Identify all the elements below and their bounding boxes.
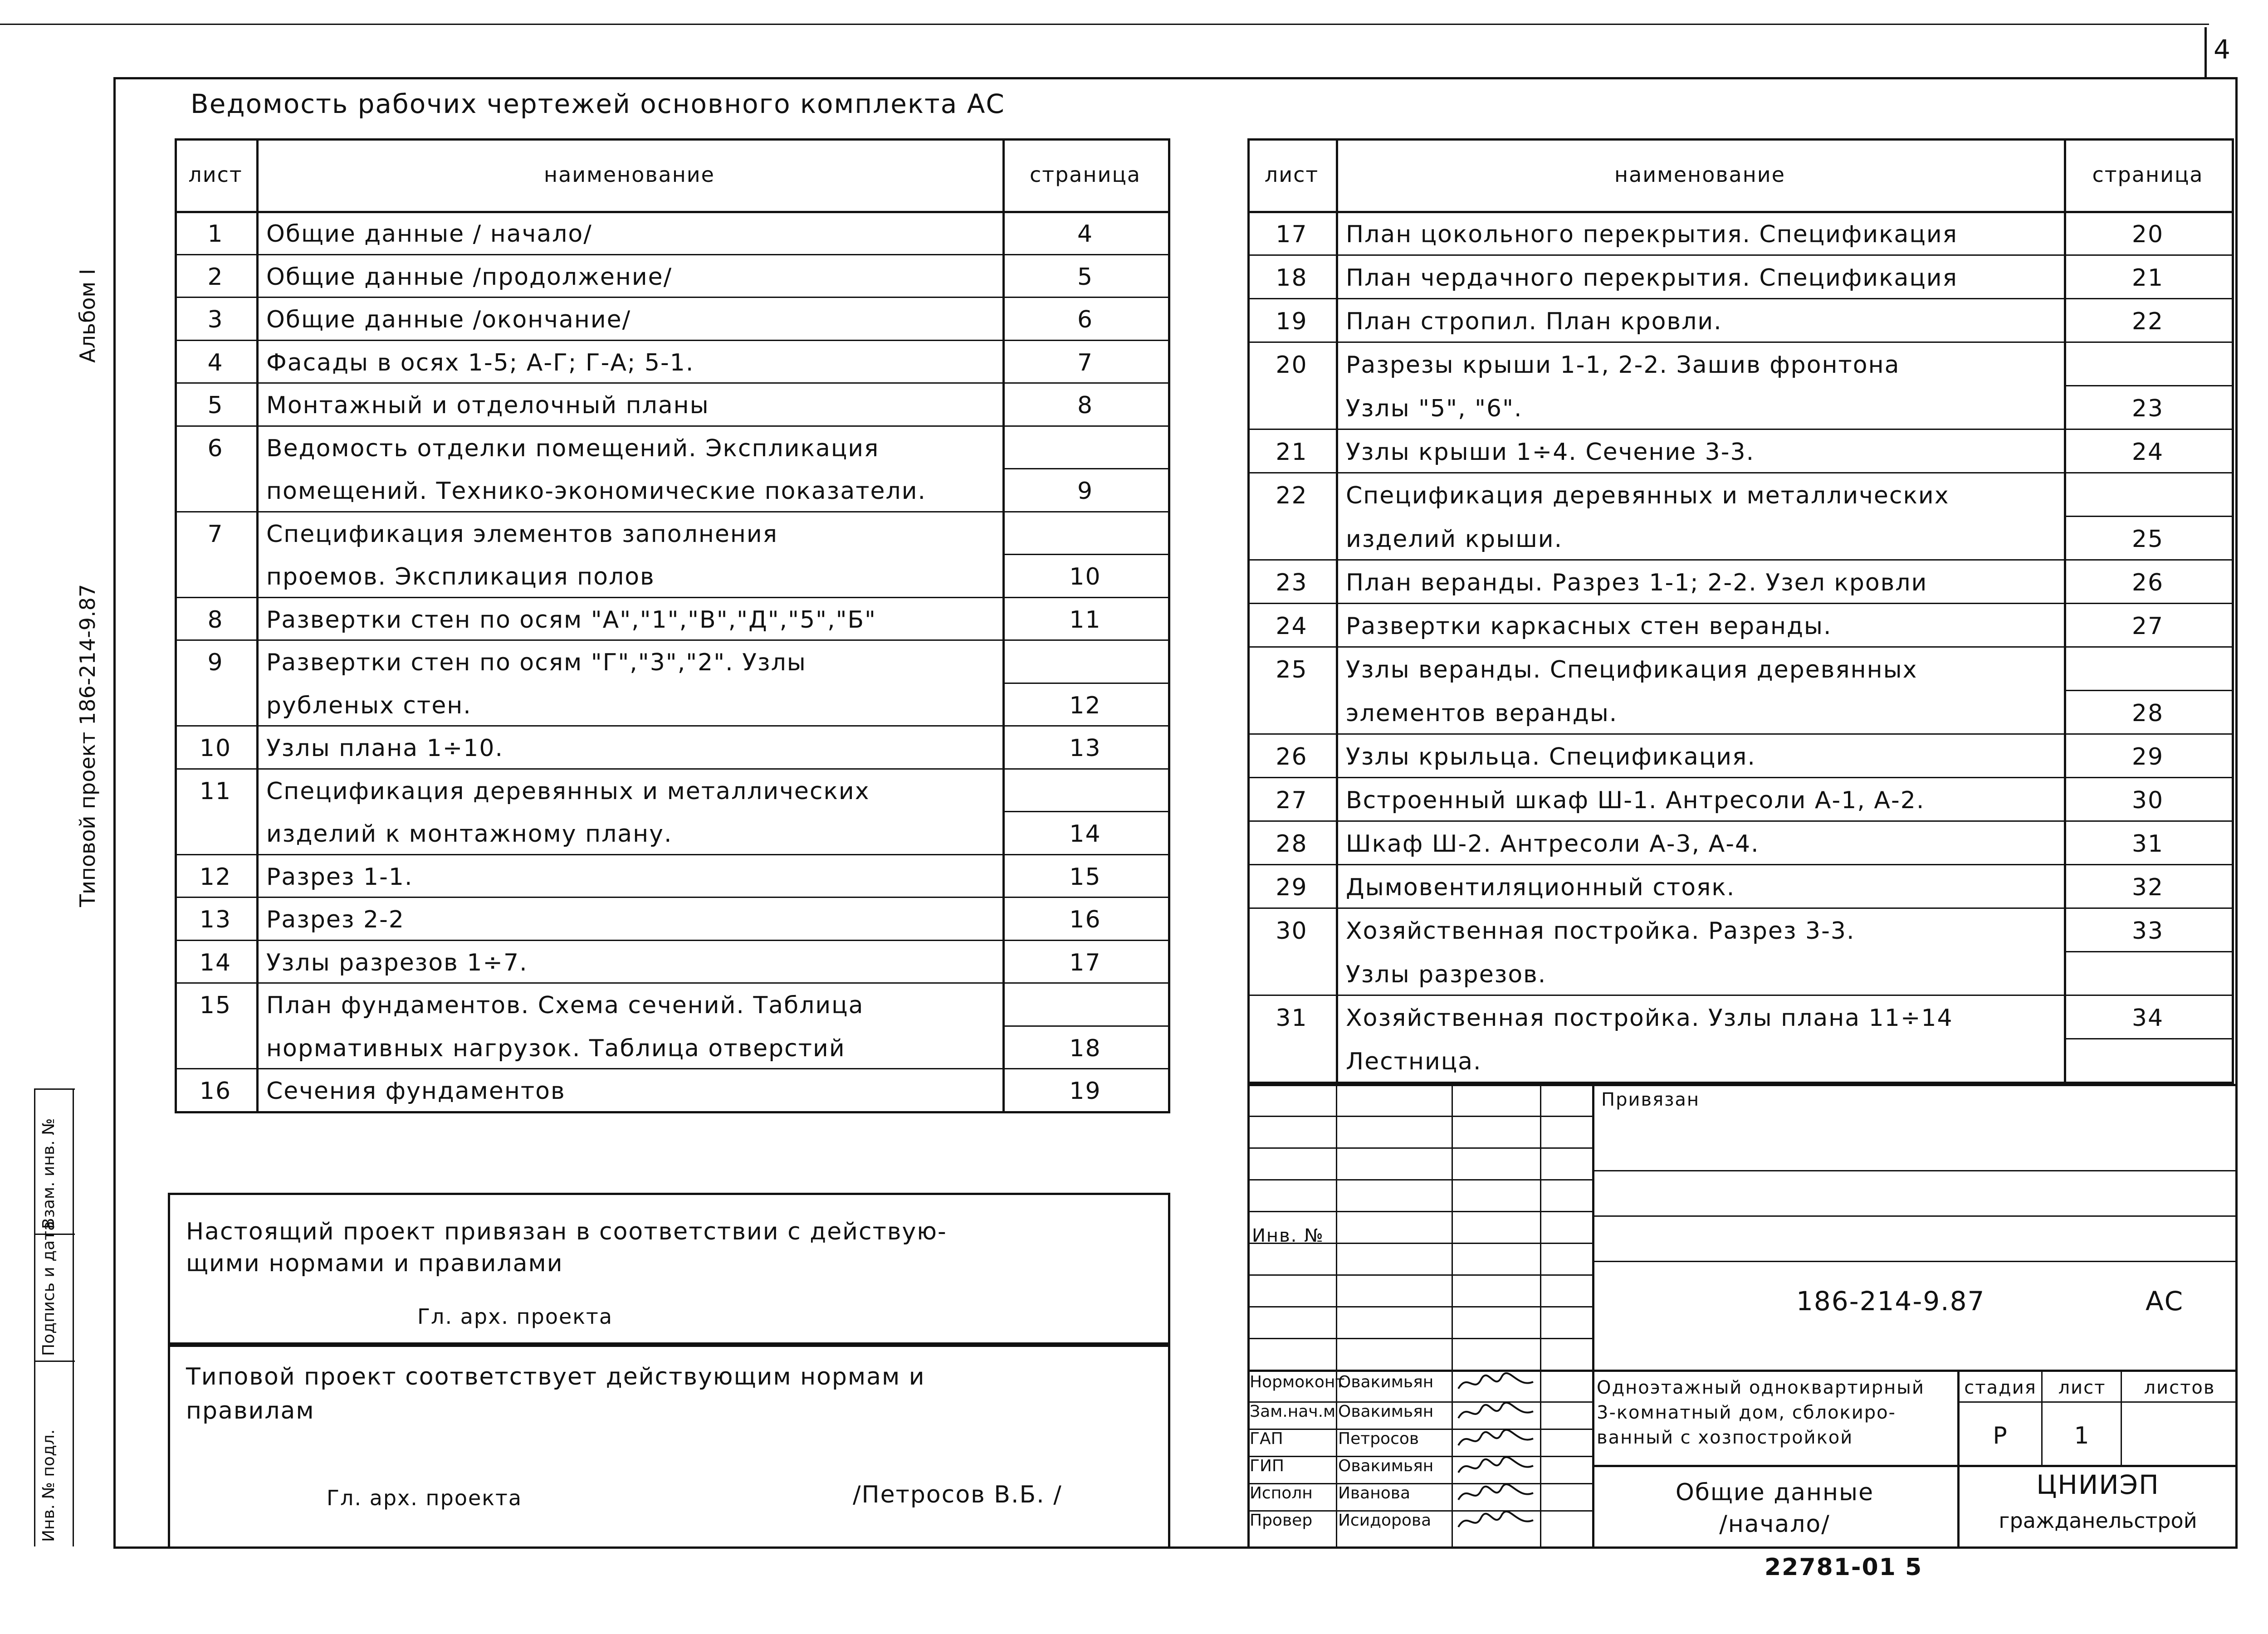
row-page: 25: [2131, 526, 2164, 553]
tb-line: [1247, 1084, 2236, 1086]
row-line: [2064, 385, 2232, 386]
row-name: проемов. Экспликация полов: [266, 563, 655, 591]
page-number: 4: [2214, 34, 2231, 65]
tb-line: [1592, 1084, 1594, 1549]
tb-line: [1247, 1370, 2236, 1372]
compliance-signature-name: /Петросов В.Б. /: [853, 1481, 1062, 1508]
row-line: [1002, 683, 1168, 684]
tb-staff-role: ГИП: [1250, 1457, 1284, 1475]
row-line: [1002, 554, 1168, 555]
tb-bound-label: Привязан: [1601, 1089, 1700, 1110]
row-line: [175, 1068, 1168, 1069]
row-sheet: 10: [199, 735, 232, 762]
row-name: Сечения фундаментов: [266, 1078, 566, 1105]
signature-icon: [1454, 1482, 1540, 1507]
tb-staff-name: Овакимьян: [1338, 1457, 1434, 1475]
tb-sheets-label: листов: [2144, 1377, 2215, 1398]
row-line: [1247, 907, 2232, 909]
row-sheet: 16: [199, 1078, 232, 1105]
row-page: 8: [1077, 392, 1094, 419]
row-sheet: 31: [1276, 1005, 1308, 1032]
row-name: План стропил. План кровли.: [1346, 308, 1722, 335]
row-page: 31: [2131, 830, 2164, 858]
row-sheet: 30: [1276, 917, 1308, 945]
tb-staff-role: ГАП: [1250, 1429, 1283, 1448]
row-sheet: 18: [1276, 264, 1308, 292]
row-page: 30: [2131, 787, 2164, 814]
row-name: План веранды. Разрез 1-1; 2-2. Узел кровли: [1346, 569, 1928, 596]
row-sheet: 29: [1276, 874, 1308, 901]
row-sheet: 15: [199, 992, 232, 1019]
tb-staff-role: Зам.нач.м: [1250, 1402, 1336, 1421]
row-line: [1247, 995, 2232, 996]
tb-line: [1592, 1170, 2236, 1171]
table-column-line: [1336, 138, 1338, 1082]
row-line: [1247, 646, 2232, 648]
tb-code-suffix: АС: [2146, 1286, 2184, 1317]
table-column-line: [256, 138, 259, 1111]
row-sheet: 20: [1276, 351, 1308, 379]
row-page: 13: [1069, 735, 1101, 762]
tb-line: [1247, 1211, 1592, 1212]
tb-org-line2: гражданельстрой: [1999, 1508, 2197, 1533]
row-line: [1002, 811, 1168, 812]
signature-icon: [1454, 1509, 1540, 1534]
row-name: изделий крыши.: [1346, 526, 1563, 553]
header-sheet: лист: [1264, 162, 1319, 187]
row-line: [175, 425, 1168, 427]
tb-line: [1247, 1179, 1592, 1180]
side-stamp-border: [34, 1088, 35, 1546]
row-line: [1247, 559, 2232, 561]
row-page: 27: [2131, 613, 2164, 640]
row-page: 5: [1077, 263, 1094, 291]
row-line: [1247, 429, 2232, 430]
tb-line: [1336, 1084, 1337, 1549]
tb-sheet-value: 1: [2074, 1422, 2090, 1449]
tb-line: [1592, 1215, 2236, 1217]
tb-staff-name: Иванова: [1338, 1484, 1411, 1502]
row-sheet: 8: [207, 606, 224, 634]
tb-inv-label: Инв. №: [1252, 1225, 1324, 1246]
row-page: 14: [1069, 820, 1101, 848]
row-page: 18: [1069, 1034, 1101, 1062]
row-page: 4: [1077, 220, 1094, 248]
row-name: Узлы разрезов.: [1346, 961, 1547, 988]
table-column-line: [1168, 138, 1170, 1111]
frame-right: [2235, 77, 2238, 1549]
tb-line: [1247, 1274, 1592, 1276]
tb-staff-name: Овакимьян: [1338, 1402, 1434, 1421]
row-name: изделий к монтажному плану.: [266, 820, 673, 848]
tb-line: [1247, 1116, 1592, 1117]
project-label: Типовой проект 186-214-9.87: [75, 584, 100, 907]
table-border: [175, 1111, 1170, 1113]
row-page: 34: [2131, 1005, 2164, 1032]
row-page: 10: [1069, 563, 1101, 591]
compliance-note-line1: Типовой проект соответствует действующим нормам и: [186, 1363, 925, 1390]
row-sheet: 25: [1276, 656, 1308, 683]
row-line: [175, 725, 1168, 727]
row-name: Хозяйственная постройка. Разрез 3-3.: [1346, 917, 1855, 945]
tb-line: [1247, 1429, 1592, 1430]
row-page: 16: [1069, 906, 1101, 934]
binding-note-line2: щими нормами и правилами: [186, 1250, 563, 1277]
tb-line: [1592, 1261, 2236, 1262]
row-line: [1247, 341, 2232, 343]
row-name: Разрезы крыши 1-1, 2-2. Зашив фронтона: [1346, 351, 1900, 379]
row-name: Спецификация элементов заполнения: [266, 520, 778, 548]
frame-top: [113, 77, 2236, 79]
frame-left: [113, 77, 116, 1549]
row-name: План чердачного перекрытия. Спецификация: [1346, 264, 1958, 292]
table-column-line: [2232, 138, 2234, 1082]
row-name: Общие данные /окончание/: [266, 306, 631, 334]
row-sheet: 28: [1276, 830, 1308, 858]
table-border: [175, 211, 1170, 213]
tb-line: [1247, 1084, 1250, 1549]
row-sheet: 3: [207, 306, 224, 334]
footer-code: 22781-01: [1765, 1554, 1897, 1581]
row-name: Общие данные /продолжение/: [266, 263, 673, 291]
row-name: Развертки стен по осям "А","1","В","Д","5","Б": [266, 606, 877, 634]
row-line: [1002, 468, 1168, 469]
side-stamp-inv: Инв. № подл.: [39, 1429, 58, 1542]
row-page: 24: [2131, 439, 2164, 466]
row-line: [175, 768, 1168, 770]
row-name: Узлы крыши 1÷4. Сечение 3-3.: [1346, 439, 1755, 466]
row-page: 12: [1069, 692, 1101, 719]
header-name: наименование: [1614, 162, 1785, 187]
row-line: [1247, 820, 2232, 822]
row-name: Шкаф Ш-2. Антресоли А-3, А-4.: [1346, 830, 1760, 858]
row-line: [175, 511, 1168, 512]
row-name: элементов веранды.: [1346, 700, 1618, 727]
row-page: 22: [2131, 308, 2164, 335]
side-stamp-signature: Подпись и дата: [39, 1220, 58, 1356]
row-name: План фундаментов. Схема сечений. Таблица: [266, 992, 864, 1019]
tb-line: [1452, 1084, 1453, 1549]
tb-line: [1247, 1147, 1592, 1149]
row-name: рубленых стен.: [266, 692, 472, 719]
row-page: 32: [2131, 874, 2164, 901]
row-line: [175, 982, 1168, 984]
row-line: [175, 382, 1168, 384]
row-sheet: 1: [207, 220, 224, 248]
tb-doc-title-line1: Общие данные: [1675, 1479, 1874, 1506]
row-name: Узлы разрезов 1÷7.: [266, 949, 528, 976]
row-name: Развертки каркасных стен веранды.: [1346, 613, 1832, 640]
row-line: [175, 854, 1168, 855]
row-line: [1247, 733, 2232, 735]
row-name: Разрез 2-2: [266, 906, 405, 934]
row-line: [2064, 1038, 2232, 1039]
row-sheet: 2: [207, 263, 224, 291]
row-name: Ведомость отделки помещений. Экспликация: [266, 434, 880, 462]
row-sheet: 23: [1276, 569, 1308, 596]
row-page: 23: [2131, 395, 2164, 422]
row-sheet: 4: [207, 349, 224, 376]
row-line: [175, 897, 1168, 898]
tb-line: [1247, 1338, 1592, 1339]
table-border: [1247, 211, 2234, 213]
row-page: 17: [1069, 949, 1101, 976]
tb-staff-role: Провер: [1250, 1511, 1313, 1530]
compliance-note-line2: правилам: [186, 1397, 315, 1424]
tb-description-line2: 3-комнатный дом, сблокиро-: [1597, 1402, 1896, 1423]
tb-line: [1540, 1084, 1541, 1549]
tb-line: [1247, 1306, 1592, 1307]
row-line: [2064, 516, 2232, 517]
tb-line: [2041, 1370, 2043, 1465]
row-sheet: 6: [207, 434, 224, 462]
row-sheet: 17: [1276, 221, 1308, 248]
row-page: 9: [1077, 478, 1094, 505]
album-label: Альбом I: [75, 268, 100, 363]
row-name: Разрез 1-1.: [266, 863, 413, 891]
row-name: Дымовентиляционный стояк.: [1346, 874, 1735, 901]
row-name: Монтажный и отделочный планы: [266, 392, 709, 419]
row-page: 26: [2131, 569, 2164, 596]
tb-staff-role: Исполн: [1250, 1484, 1313, 1502]
row-sheet: 19: [1276, 308, 1308, 335]
page-title: Ведомость рабочих чертежей основного комплекта АС: [191, 88, 1005, 119]
row-line: [175, 639, 1168, 641]
tb-org-line1: ЦНИИЭП: [2036, 1469, 2160, 1500]
side-stamp-line: [34, 1088, 75, 1090]
row-name: Узлы плана 1÷10.: [266, 735, 504, 762]
row-line: [1247, 864, 2232, 865]
row-sheet: 26: [1276, 743, 1308, 771]
row-page: 11: [1069, 606, 1101, 634]
tb-sheet-label: лист: [2058, 1377, 2106, 1398]
row-sheet: 22: [1276, 482, 1308, 509]
row-name: Общие данные / начало/: [266, 220, 592, 248]
row-line: [1247, 472, 2232, 473]
tb-line: [1592, 1465, 2236, 1467]
row-line: [2064, 690, 2232, 691]
row-sheet: 24: [1276, 613, 1308, 640]
row-line: [1002, 1025, 1168, 1027]
row-name: Развертки стен по осям "Г","3","2". Узлы: [266, 649, 807, 677]
tb-project-code: 186-214-9.87: [1796, 1286, 1985, 1317]
signature-icon: [1454, 1454, 1540, 1479]
tb-line: [1957, 1401, 2236, 1403]
page-number-box: [2204, 27, 2207, 79]
row-sheet: 11: [199, 777, 232, 805]
tb-stage-value: Р: [1993, 1422, 2008, 1449]
tb-description-line1: Одноэтажный одноквартирный: [1597, 1377, 1925, 1398]
signature-icon: [1454, 1427, 1540, 1452]
row-name: Лестница.: [1346, 1048, 1482, 1075]
signature-icon: [1454, 1371, 1540, 1395]
tb-staff-name: Петросов: [1338, 1429, 1419, 1448]
tb-doc-title-line2: /начало/: [1719, 1511, 1830, 1538]
row-name: Спецификация деревянных и металлических: [1346, 482, 1950, 509]
row-sheet: 27: [1276, 787, 1308, 814]
header-sheet: лист: [188, 162, 243, 187]
row-name: Хозяйственная постройка. Узлы плана 11÷14: [1346, 1005, 1953, 1032]
row-name: Узлы веранды. Спецификация деревянных: [1346, 656, 1918, 683]
row-line: [175, 297, 1168, 298]
row-line: [175, 940, 1168, 941]
row-sheet: 21: [1276, 439, 1308, 466]
row-page: 21: [2131, 264, 2164, 292]
header-name: наименование: [544, 162, 715, 187]
row-sheet: 12: [199, 863, 232, 891]
row-sheet: 5: [207, 392, 224, 419]
row-name: помещений. Технико-экономические показатели.: [266, 478, 927, 505]
row-name: нормативных нагрузок. Таблица отверстий: [266, 1034, 846, 1062]
compliance-note-signer: Гл. арх. проекта: [327, 1486, 523, 1510]
row-line: [1247, 777, 2232, 778]
row-line: [175, 340, 1168, 341]
row-line: [1247, 603, 2232, 604]
row-name: Спецификация деревянных и металлических: [266, 777, 870, 805]
row-name: План цокольного перекрытия. Спецификация: [1346, 221, 1958, 248]
row-line: [2064, 951, 2232, 952]
row-sheet: 14: [199, 949, 232, 976]
row-name: Узлы "5", "6".: [1346, 395, 1523, 422]
row-page: 6: [1077, 306, 1094, 334]
tb-stage-label: стадия: [1964, 1377, 2037, 1398]
signature-icon: [1454, 1400, 1540, 1425]
tb-line: [2121, 1370, 2122, 1465]
row-sheet: 7: [207, 520, 224, 548]
row-page: 19: [1069, 1078, 1101, 1105]
row-page: 29: [2131, 743, 2164, 771]
table-border: [1247, 138, 2234, 141]
row-page: 33: [2131, 917, 2164, 945]
header-page: страница: [1030, 162, 1141, 187]
binding-note-signer: Гл. арх. проекта: [417, 1304, 613, 1329]
side-stamp-line: [34, 1361, 75, 1362]
row-page: 15: [1069, 863, 1101, 891]
binding-note-line1: Настоящий проект привязан в соответствии с действую-: [186, 1218, 947, 1245]
row-page: 7: [1077, 349, 1094, 376]
row-page: 20: [2131, 221, 2164, 248]
side-stamp-inner: [73, 1088, 74, 1546]
tb-description-line3: ванный с хозпостройкой: [1597, 1427, 1853, 1448]
row-name: Узлы крыльца. Спецификация.: [1346, 743, 1756, 771]
row-name: Встроенный шкаф Ш-1. Антресоли А-1, А-2.: [1346, 787, 1925, 814]
row-page: 28: [2131, 700, 2164, 727]
side-stamp-replace: Взам. инв. №: [39, 1118, 58, 1229]
tb-staff-role: Нормоконт: [1250, 1373, 1345, 1391]
header-page: страница: [2092, 162, 2204, 187]
row-sheet: 13: [199, 906, 232, 934]
row-sheet: 9: [207, 649, 224, 677]
top-border: [0, 24, 2209, 25]
footer-page: 5: [1905, 1554, 1923, 1581]
tb-staff-name: Овакимьян: [1338, 1373, 1434, 1391]
row-line: [175, 254, 1168, 255]
row-line: [175, 597, 1168, 598]
row-line: [1247, 254, 2232, 256]
row-name: Фасады в осях 1-5; А-Г; Г-А; 5-1.: [266, 349, 694, 376]
row-line: [1247, 298, 2232, 299]
table-border: [175, 138, 1170, 141]
tb-staff-name: Исидорова: [1338, 1511, 1432, 1530]
